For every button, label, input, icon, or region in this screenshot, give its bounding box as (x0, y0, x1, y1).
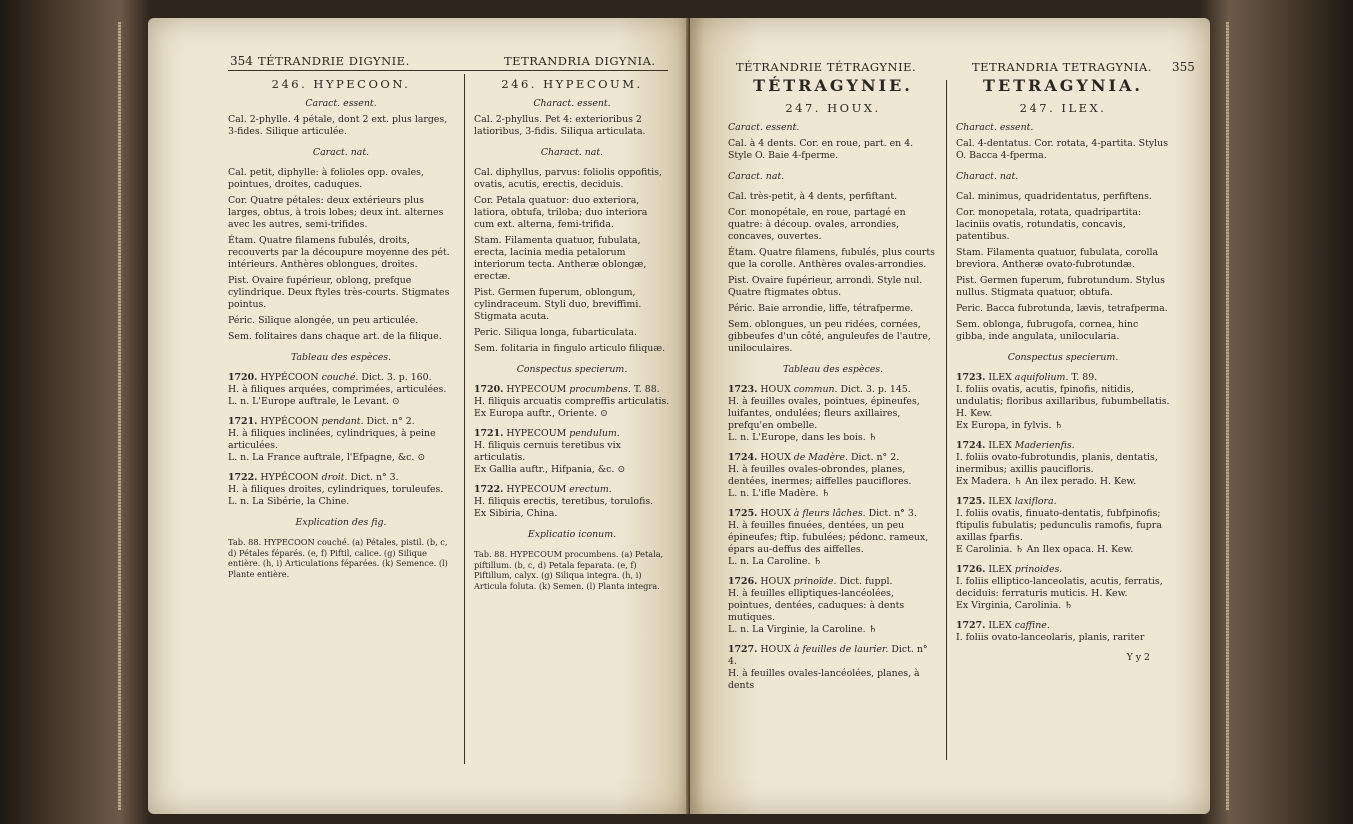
species-reference: Dict. n° 3. (350, 472, 399, 483)
species-name: HYPÉCOON (260, 372, 319, 383)
species-entry (474, 384, 670, 420)
section-heading: Explicatio iconum. (527, 529, 617, 540)
character-item: Cal. minimus, quadridentatus, perfiftens. (956, 191, 1152, 202)
species-number: 1724. (956, 440, 986, 451)
character-item: Cal. petit, diphylle: à folioles opp. ovales, pointues, droites, caduques. (228, 167, 424, 190)
species-epithet: pendulum. (569, 428, 620, 439)
species-origin: Ex Europa, in fylvis. ♄ (956, 420, 1063, 431)
latin-column (474, 78, 670, 591)
species-number: 1727. (728, 644, 758, 655)
character-item: Sem. oblonga, fubrugofa, cornea, hinc gibba, inde angulata, unilocularia. (956, 319, 1139, 342)
species-entry (956, 440, 1170, 488)
character-item: Pist. Ovaire fupérieur, arrondi. Style nul. Quatre ftigmates obtus. (728, 275, 923, 298)
species-epithet: pendant. (321, 416, 364, 427)
section-heading: Tableau des espèces. (290, 352, 392, 363)
species-epithet: erectum. (569, 484, 612, 495)
species-reference: T. 88. (633, 384, 660, 395)
species-name: HYPECOUM (506, 428, 567, 439)
species-entry (228, 416, 454, 464)
species-entry (728, 508, 938, 568)
species-number: 1721. (228, 416, 258, 427)
character-item: Peric. Bacca fubrotunda, lævis, tetrafperma. (956, 303, 1168, 314)
head-rule (228, 70, 668, 71)
species-origin: L. n. L'Europe auftrale, le Levant. ⊙ (228, 396, 400, 407)
section-heading: Conspectus specierum. (1007, 352, 1119, 363)
genus-title: 247. ILEX. (1019, 101, 1107, 115)
species-name: HOUX (760, 644, 791, 655)
species-origin: L. n. L'ifle Madère. ♄ (728, 488, 830, 499)
character-item: Péric. Baie arrondie, liffe, tétrafperme. (728, 303, 914, 314)
species-number: 1720. (228, 372, 258, 383)
page-edges-left (118, 22, 121, 810)
species-number: 1726. (728, 576, 758, 587)
species-entry (956, 496, 1170, 556)
species-description: I. foliis elliptico-lanceolatis, acutis, ferratis, deciduis: ferraturis muticis. H. Kew. (956, 576, 1163, 599)
genus-title: 246. HYPECOUM. (501, 77, 643, 91)
genus-title: 246. HYPECOON. (271, 77, 411, 91)
species-entry (728, 384, 938, 444)
species-epithet: laxiflora. (1014, 496, 1057, 507)
species-name: ILEX (988, 440, 1012, 451)
species-entry (956, 372, 1170, 432)
species-epithet: commun. (793, 384, 838, 395)
species-origin: L. n. La Caroline. ♄ (728, 556, 822, 567)
page-edges-right (1226, 22, 1229, 810)
essential-character: Cal. à 4 dents. Cor. en roue, part. en 4. Style O. Baie 4-fperme. (728, 138, 914, 161)
species-reference: Dict. n° 4. (728, 644, 928, 667)
character-item: Pist. Ovaire fupérieur, oblong, prefque cylindrique. Deux ftyles très-courts. Stigmates pointus. (228, 275, 450, 310)
species-description: H. à filiques inclinées, cylindriques, à peine articulées. (228, 428, 436, 451)
section-heading: Caract. nat. (728, 171, 785, 182)
species-description: I. foliis ovatis, acutis, fpinofis, nitidis, undulatis; floribus axillaribus, fubumbellatis. H. Kew. (956, 384, 1170, 419)
species-name: HYPÉCOON (260, 416, 319, 427)
species-number: 1720. (474, 384, 504, 395)
species-description: H. à feuilles ovales, pointues, épineufes, luifantes, ondulées; fleurs axillaires, prefqu'en ombelle. (728, 396, 920, 431)
species-entry (228, 372, 454, 408)
character-item: Péric. Silique alongée, un peu articulée. (228, 315, 419, 326)
plate-explanation: Tab. 88. HYPECOUM procumbens. (a) Petala, piftillum. (b, c, d) Petala feparata. (e, f) Piftillum, calyx. (g) Siliqua integra. (h, i) Articula foluta. (k) Semen. (l) Planta integra. (474, 549, 664, 591)
species-origin: Ex Virginia, Carolinia. ♄ (956, 600, 1073, 611)
running-head-fr: TÉTRANDRIE TÉTRAGYNIE. (736, 60, 917, 74)
right-page (690, 18, 1210, 814)
running-head-la: TETRANDRIA TETRAGYNIA. (972, 60, 1152, 74)
species-name: HYPECOUM (506, 384, 567, 395)
species-description: I. foliis ovatis, finuato-dentatis, fubfpinofis; ftipulis fubulatis; pedunculis ramofis, fupra axillas fparfis. (956, 508, 1162, 543)
character-item: Cor. monopétale, en roue, partagé en quatre: à découp. ovales, arrondies, concaves, ouvertes. (728, 207, 906, 242)
species-epithet: Maderienfis. (1014, 440, 1075, 451)
character-item: Pist. Germen fuperum, fubrotundum. Stylus nullus. Stigmata quatuor, obtufa. (956, 275, 1165, 298)
species-reference: Dict. n° 2. (366, 416, 415, 427)
species-epithet: caffine. (1014, 620, 1050, 631)
character-item: Cal. très-petit, à 4 dents, perfiftant. (728, 191, 898, 202)
species-number: 1725. (956, 496, 986, 507)
division-title: TETRAGYNIA. (983, 76, 1143, 95)
french-column (228, 78, 454, 579)
species-number: 1726. (956, 564, 986, 575)
section-heading: Charact. nat. (956, 171, 1019, 182)
section-heading: Tableau des espèces. (782, 364, 884, 375)
species-number: 1721. (474, 428, 504, 439)
character-item: Sem. folitaires dans chaque art. de la filique. (228, 331, 442, 342)
species-entry (474, 428, 670, 476)
species-description: H. à feuilles finuées, dentées, un peu épineufes; ftip. fubulées; pédonc. rameux, épars au-deffus des aiffelles. (728, 520, 929, 555)
species-origin: Ex Europa auftr., Oriente. ⊙ (474, 408, 608, 419)
page-number-left: 354 (230, 54, 253, 68)
species-reference: Dict. fuppl. (839, 576, 893, 587)
species-description: H. à feuilles elliptiques-lancéolées, pointues, dentées, caduques: à dents mutiques. (728, 588, 905, 623)
species-epithet: droit. (321, 472, 348, 483)
species-description: H. à filiques arquées, comprimées, articulées. (228, 384, 447, 395)
species-origin: Ex Gallia auftr., Hifpania, &c. ⊙ (474, 464, 626, 475)
section-heading: Conspectus specierum. (516, 364, 628, 375)
character-item: Sem. oblongues, un peu ridées, cornées, gibbeufes d'un côté, anguleufes de l'autre, uniloculaires. (728, 319, 931, 354)
species-reference: Dict. 3. p. 160. (361, 372, 432, 383)
character-item: Étam. Quatre filamens fubulés, droits, recouverts par la découpure moyenne des pét. intérieurs. Anthères oblongues, droites. (228, 235, 450, 270)
essential-character: Cal. 4-dentatus. Cor. rotata, 4-partita. Stylus O. Bacca 4-fperma. (956, 138, 1169, 161)
species-description: H. filiquis arcuatis compreffis articulatis. (474, 396, 670, 407)
species-number: 1724. (728, 452, 758, 463)
species-description: H. à feuilles ovales-obrondes, planes, dentées, inermes; aiffelles pauciflores. (728, 464, 912, 487)
species-entry (956, 620, 1170, 644)
species-epithet: prinoïde. (793, 576, 837, 587)
character-item: Cor. Petala quatuor: duo exteriora, latiora, obtufa, triloba; duo interiora cum ext. alterna, femi-trifida. (474, 195, 648, 230)
section-heading: Charact. nat. (540, 147, 604, 158)
species-name: HOUX (760, 384, 791, 395)
species-origin: Ex Sibiria, China. (474, 508, 558, 519)
species-origin: L. n. L'Europe, dans les bois. ♄ (728, 432, 878, 443)
species-name: HYPÉCOON (260, 472, 319, 483)
running-head-fr: TÉTRANDRIE DIGYNIE. (258, 54, 410, 68)
character-item: Stam. Filamenta quatuor, fubulata, erecta, lacinia media petalorum interiorum tecta. Antheræ oblongæ, erectæ. (474, 235, 647, 282)
species-epithet: à feuilles de laurier. (793, 644, 889, 655)
species-name: HOUX (760, 508, 791, 519)
essential-character: Cal. 2-phyllus. Pet 4: exterioribus 2 latioribus, 3-fidis. Siliqua articulata. (474, 114, 646, 137)
character-item: Cor. Quatre pétales: deux extérieurs plus larges, obtus, à trois lobes; deux int. alternes avec les autres, semi-trifides. (228, 195, 444, 230)
section-heading: Charact. essent. (956, 122, 1034, 133)
plate-explanation: Tab. 88. HYPECOON couché. (a) Pétales, pistil. (b, c, d) Pétales féparés. (e, f) Piftil, calice. (g) Silique entière. (h, i) Articulations féparées. (k) Semence. (l) Plante entière. (228, 537, 448, 579)
character-item: Peric. Siliqua longa, fubarticulata. (474, 327, 637, 338)
latin-column (956, 76, 1170, 664)
running-head-la: TETRANDRIA DIGYNIA. (504, 54, 656, 68)
species-origin: Ex Madera. ♄ An ilex perado. H. Kew. (956, 476, 1137, 487)
species-number: 1727. (956, 620, 986, 631)
species-description: H. filiquis cernuis teretibus vix articulatis. (474, 440, 621, 463)
species-reference: Dict. 3. p. 145. (840, 384, 911, 395)
species-number: 1722. (228, 472, 258, 483)
french-column (728, 76, 938, 700)
species-number: 1723. (956, 372, 986, 383)
column-rule (464, 74, 465, 764)
section-heading: Explication des fig. (295, 517, 387, 528)
character-item: Sem. folitaria in fingulo articulo filiquæ. (474, 343, 666, 354)
species-epithet: de Madère. (793, 452, 849, 463)
species-name: HOUX (760, 576, 791, 587)
species-name: ILEX (988, 496, 1012, 507)
section-heading: Caract. nat. (312, 147, 370, 158)
species-epithet: couché. (321, 372, 359, 383)
species-origin: E Carolinia. ♄ An Ilex opaca. H. Kew. (956, 544, 1134, 555)
genus-title: 247. HOUX. (785, 101, 881, 115)
species-name: HOUX (760, 452, 791, 463)
species-name: ILEX (988, 620, 1012, 631)
species-entry (728, 452, 938, 500)
species-entry (956, 564, 1170, 612)
essential-character: Cal. 2-phylle. 4 pétale, dont 2 ext. plus larges, 3-fides. Silique articulée. (228, 114, 448, 137)
left-page (148, 18, 690, 814)
species-name: HYPECOUM (506, 484, 567, 495)
species-description: H. à filiques droites, cylindriques, toruleufes. (228, 484, 444, 495)
page-number-right: 355 (1172, 60, 1195, 74)
character-item: Pist. Germen fuperum, oblongum, cylindraceum. Styli duo, breviffimi. Stigmata acuta. (474, 287, 642, 322)
division-title: TÉTRAGYNIE. (753, 76, 913, 95)
species-epithet: aquifolium. (1014, 372, 1069, 383)
species-number: 1722. (474, 484, 504, 495)
species-reference: Dict. n° 2. (851, 452, 900, 463)
species-description: I. foliis ovato-lanceolaris, planis, rariter (956, 632, 1145, 643)
species-entry (728, 576, 938, 636)
signature-mark: Y y 2 (1126, 652, 1150, 663)
species-entry (228, 472, 454, 508)
section-heading: Caract. essent. (305, 98, 377, 109)
species-reference: Dict. n° 3. (868, 508, 917, 519)
species-origin: L. n. La Sibérie, la Chine. (228, 496, 350, 507)
character-item: Étam. Quatre filamens, fubulés, plus courts que la corolle. Anthères ovales-arrondies. (728, 247, 935, 270)
species-origin: L. n. La France auftrale, l'Efpagne, &c. ⊙ (228, 452, 426, 463)
species-description: H. filiquis erectis, teretibus, torulofis. (474, 496, 654, 507)
character-item: Cor. monopetala, rotata, quadripartita: laciniis ovatis, rotundatis, concavis, patentibus. (956, 207, 1142, 242)
species-reference: T. 89. (1071, 372, 1098, 383)
species-number: 1723. (728, 384, 758, 395)
species-epithet: prinoides. (1014, 564, 1063, 575)
character-item: Stam. Filamenta quatuor, fubulata, corolla breviora. Antheræ ovato-fubrotundæ. (956, 247, 1159, 270)
species-entry (728, 644, 938, 692)
species-origin: L. n. La Virginie, la Caroline. ♄ (728, 624, 878, 635)
species-epithet: procumbens. (569, 384, 631, 395)
species-name: ILEX (988, 372, 1012, 383)
species-description: H. à feuilles ovales-lancéolées, planes, à dents (728, 668, 920, 691)
species-description: I. foliis ovato-fubrotundis, planis, dentatis, inermibus; axillis paucifloris. (956, 452, 1158, 475)
character-item: Cal. diphyllus, parvus: foliolis oppofitis, ovatis, acutis, erectis, deciduis. (474, 167, 662, 190)
column-rule (946, 80, 947, 760)
species-entry (474, 484, 670, 520)
species-epithet: à fleurs lâches. (793, 508, 866, 519)
section-heading: Charact. essent. (533, 98, 611, 109)
section-heading: Caract. essent. (728, 122, 800, 133)
species-number: 1725. (728, 508, 758, 519)
species-name: ILEX (988, 564, 1012, 575)
